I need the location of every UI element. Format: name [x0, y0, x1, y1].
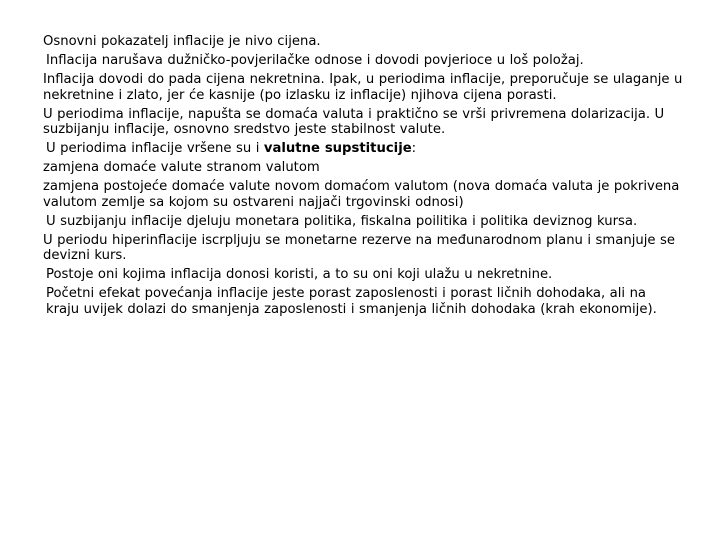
paragraph-debt-relations: Inflacija narušava dužničko-povjerilačke odnose i dovodi povjerioce u loš položaj. [46, 52, 584, 68]
substitution-suffix: : [411, 141, 417, 157]
text-body [43, 34, 683, 321]
substitution-prefix: U periodima inflacije vršene su i [46, 141, 264, 157]
paragraph-hyperinflation: U periodu hiperinflacije iscrpljuju se monetarne rezerve na međunarodnom planu i smanjuje se devizni kurs. [43, 232, 675, 264]
paragraph-new-currency: zamjena postojeće domaće valute novom domaćom valutom (nova domaća valuta je pokrivena valutom zemlje sa kojom su ostvareni najjači trgovinski odnosi) [43, 179, 680, 210]
paragraph-policies: U suzbijanju inflacije djeluju monetara politika, fiskalna poilitika i politika deviznog kursa. [46, 213, 638, 229]
paragraph-price-level: Osnovni pokazatelj inflacije je nivo cijena. [43, 34, 321, 49]
paragraph-foreign-currency: zamjena domaće valute stranom valutom [43, 160, 320, 176]
paragraph-currency-substitution [43, 141, 683, 157]
paragraph-initial-effect: Početni efekat povećanja inflacije jeste porast zaposlenosti i porast ličnih dohodaka, ali na kraju uvijek dolazi do smanjenja zaposlenosti i smanjenja ličnih dohodaka (krah ekonomije). [46, 286, 657, 317]
paragraph-dollarization: U periodima inflacije, napušta se domaća valuta i praktično se vrši privremena dolarizacija. U suzbijanju inflacije, osnovno sredstvo jeste stabilnost valute. [43, 106, 665, 138]
substitution-term: valutne supstitucije [263, 141, 412, 157]
paragraph-real-estate: Inflacija dovodi do pada cijena nekretnina. Ipak, u periodima inflacije, preporučuje se ulaganje u nekretnine i zlato, jer će kasnije (po izlasku iz inflacije) njihova cijena porasti. [43, 71, 683, 103]
paragraph-beneficiaries: Postoje oni kojima inflacija donosi koristi, a to su oni koji ulažu u nekretnine. [46, 267, 553, 283]
